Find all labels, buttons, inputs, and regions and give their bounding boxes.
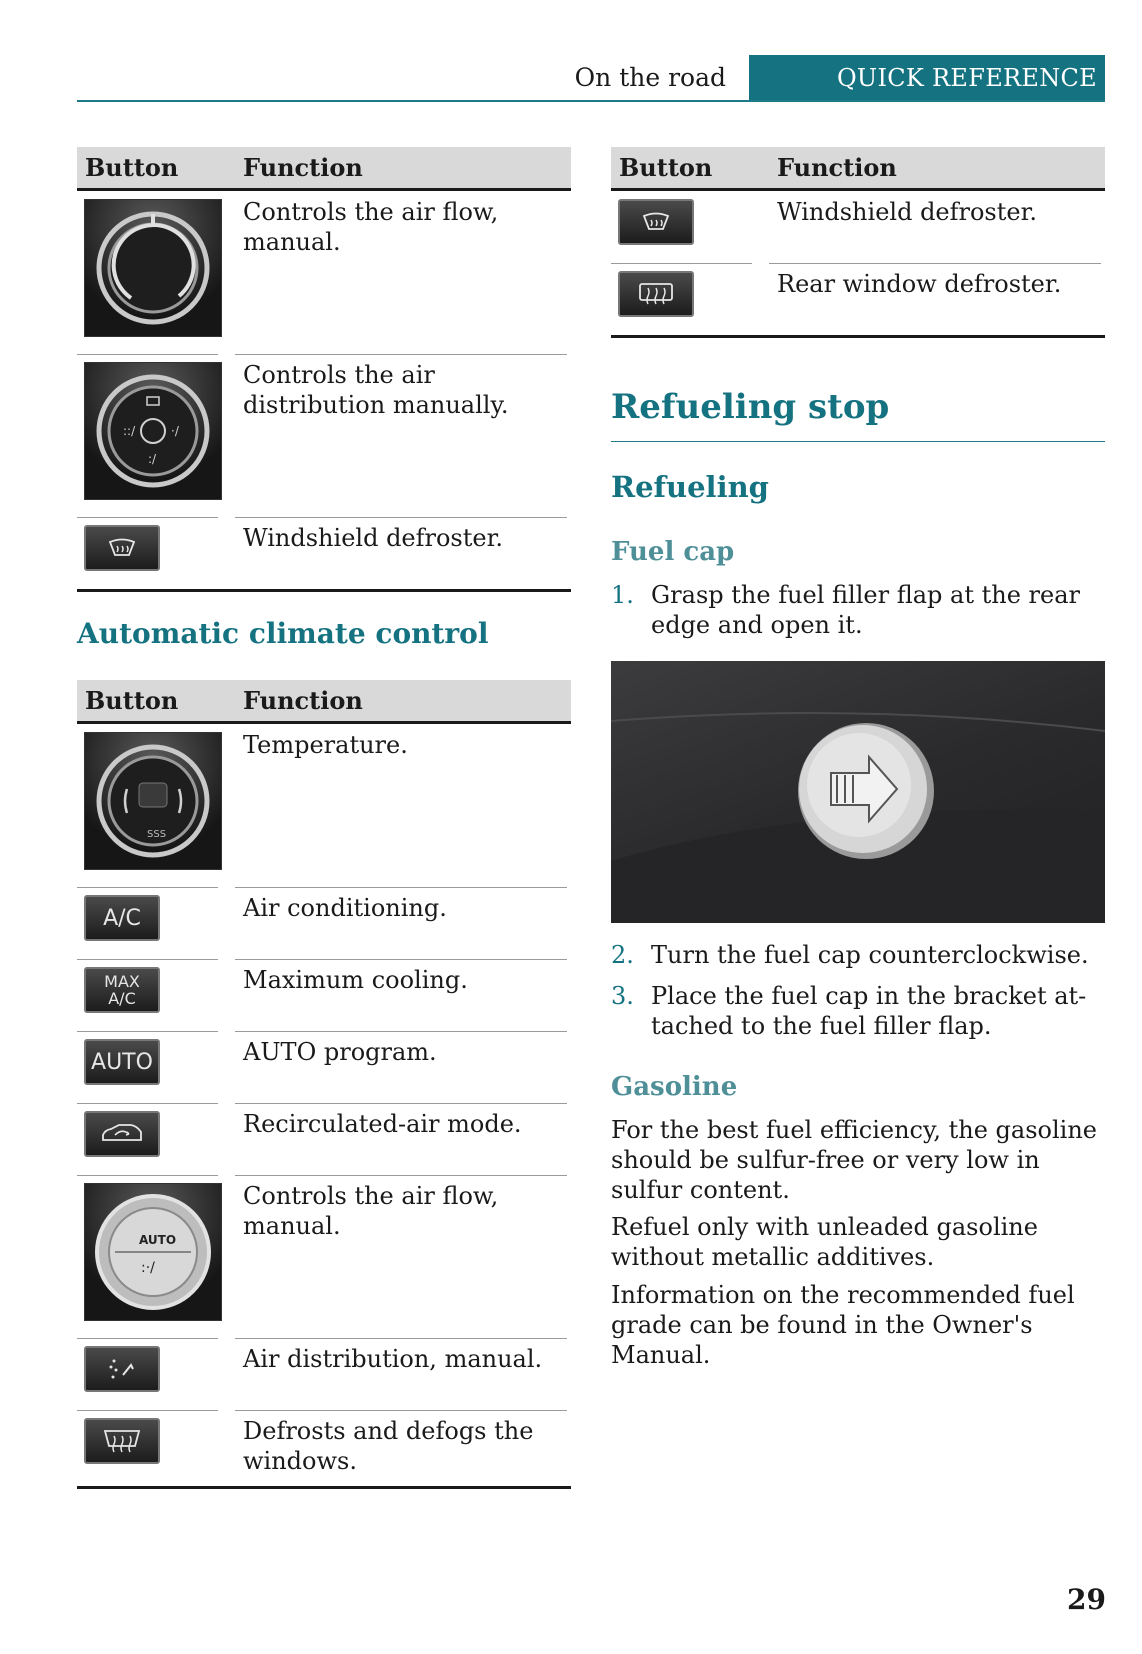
air-distribution-knob-icon <box>84 362 222 500</box>
function-text: Controls the air flow, manual. <box>243 198 499 256</box>
step-text: Place the fuel cap in the bracket at-tached to the fuel filler flap. <box>651 982 1087 1040</box>
svg-text::·/: :·/ <box>141 1260 155 1276</box>
rear-defroster-icon <box>84 1418 160 1464</box>
table-row <box>77 724 571 887</box>
table-header <box>77 680 571 724</box>
header-rule <box>77 100 1105 102</box>
step-number: 1. <box>611 581 634 609</box>
section-heading-automatic-climate-control: Automatic climate control <box>77 617 489 650</box>
function-text: Air conditioning. <box>243 894 447 922</box>
header-quick-reference-tab: QUICK REFERENCE <box>749 55 1105 101</box>
table-row <box>77 1175 571 1338</box>
column-header-function: Function <box>777 153 897 182</box>
air-flow-knob-icon <box>84 199 222 337</box>
column-header-button: Button <box>619 153 713 182</box>
temperature-knob-icon <box>84 732 222 870</box>
table-row <box>611 191 1105 263</box>
function-text: Windshield defroster. <box>777 198 1038 226</box>
table-row <box>77 1338 571 1410</box>
windshield-defroster-icon <box>84 525 160 571</box>
function-text: Maximum cooling. <box>243 966 468 994</box>
table-row <box>77 1031 571 1103</box>
function-text: Air distribution, manual. <box>243 1345 543 1373</box>
paragraph: Information on the recommended fuel grade can be found in the Owner's Manual. <box>611 1281 1075 1369</box>
heading-refueling: Refueling <box>611 470 769 504</box>
heading-rule <box>611 441 1105 442</box>
ac-button: A/C <box>84 895 160 941</box>
step-text: Turn the fuel cap counterclockwise. <box>651 941 1089 969</box>
step-number: 2. <box>611 941 634 969</box>
rear-window-defroster-icon <box>618 271 694 317</box>
header-section-title: On the road <box>574 63 726 92</box>
column-header-button: Button <box>85 153 179 182</box>
auto-button: AUTO <box>84 1039 160 1085</box>
max-ac-button: MAX A/C <box>84 967 160 1013</box>
function-text: Rear window defroster. <box>777 270 1062 298</box>
svg-text:SSS: SSS <box>147 829 167 840</box>
list-item <box>611 940 1105 970</box>
function-text: Temperature. <box>243 731 408 759</box>
column-header-button: Button <box>85 686 179 715</box>
step-number: 3. <box>611 982 634 1010</box>
automatic-climate-table <box>77 680 571 1489</box>
svg-text:·/: ·/ <box>171 424 179 438</box>
table-row <box>77 191 571 354</box>
page-number: 29 <box>1067 1583 1106 1616</box>
function-text: Defrosts and defogs the windows. <box>243 1417 534 1475</box>
fuel-filler-flap-photo <box>611 661 1105 923</box>
column-header-function: Function <box>243 153 363 182</box>
function-text: Recirculated-air mode. <box>243 1110 522 1138</box>
auto-air-flow-knob-icon <box>84 1183 222 1321</box>
table-row <box>77 1410 571 1486</box>
function-text: Controls the air distribution manually. <box>243 361 509 419</box>
heading-refueling-stop: Refueling stop <box>611 387 890 427</box>
svg-text::/: :/ <box>148 452 157 466</box>
table-row <box>77 959 571 1031</box>
paragraph: For the best fuel efficiency, the gasoline should be sulfur-free or very low in sulfur content. <box>611 1116 1097 1204</box>
table-header <box>611 147 1105 191</box>
list-item <box>611 580 1105 640</box>
heading-gasoline: Gasoline <box>611 1072 738 1102</box>
table-row <box>77 1103 571 1175</box>
table-row <box>611 263 1105 335</box>
knob-auto-label: AUTO <box>139 1233 177 1247</box>
column-header-function: Function <box>243 686 363 715</box>
heading-fuel-cap: Fuel cap <box>611 537 735 567</box>
function-text: Controls the air flow, manual. <box>243 1182 499 1240</box>
table-row <box>77 887 571 959</box>
defroster-table <box>611 147 1105 338</box>
table-row <box>77 517 571 589</box>
svg-text:::/: ::/ <box>123 424 136 438</box>
function-text: Windshield defroster. <box>243 524 504 552</box>
function-text: AUTO program. <box>243 1038 437 1066</box>
table-row <box>77 354 571 517</box>
paragraph: Refuel only with unleaded gasoline without metallic additives. <box>611 1213 1038 1271</box>
step-text: Grasp the fuel filler flap at the rear edge and open it. <box>651 581 1080 639</box>
table-header <box>77 147 571 191</box>
manual-controls-table <box>77 147 571 592</box>
windshield-defroster-icon <box>618 199 694 245</box>
recirculation-icon <box>84 1111 160 1157</box>
list-item <box>611 981 1105 1041</box>
air-distribution-icon <box>84 1346 160 1392</box>
